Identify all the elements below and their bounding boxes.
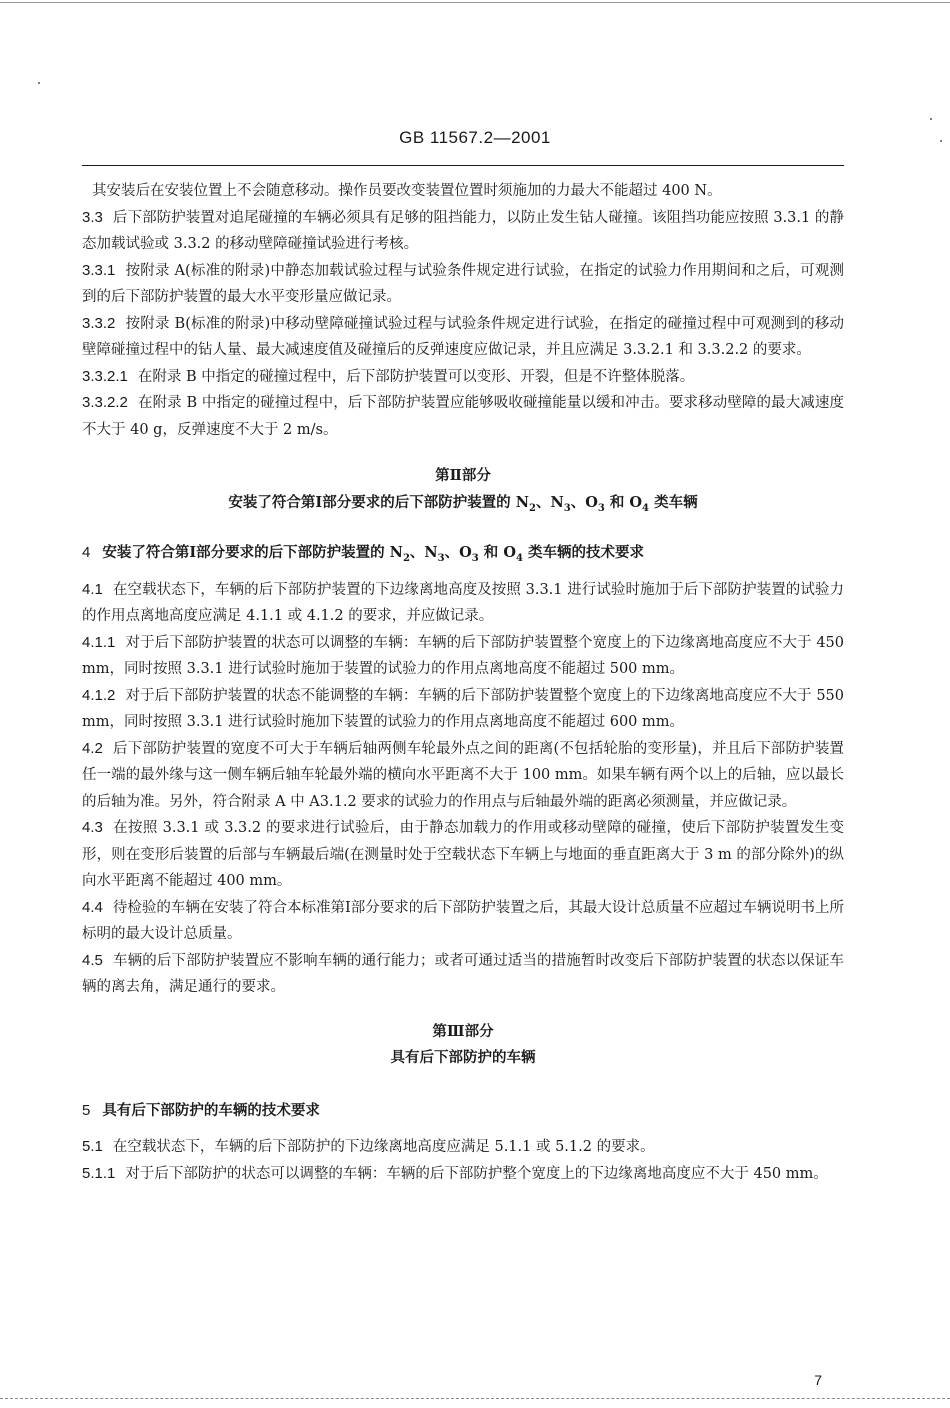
header-rule [82, 165, 844, 166]
scan-bottom-edge [0, 1398, 950, 1399]
document-header: GB 11567.2—2001 [399, 128, 551, 147]
clause-5-heading: 5 具有后下部防护的车辆的技术要求 [82, 1101, 320, 1119]
paragraph-4-4: 4.4 待检验的车辆在安装了符合本标准第Ⅰ部分要求的后下部防护装置之后，其最大设计总质量不应超过车辆说明书上所标明的最大设计总质量。 [82, 898, 844, 942]
part-2-label: 第Ⅱ部分 [435, 467, 491, 484]
scan-top-edge [0, 2, 950, 3]
paragraph-4-2: 4.2 后下部防护装置的宽度不可大于车辆后轴两侧车轮最外点之间的距离(不包括轮胎的变形量)，并且后下部防护装置任一端的最外缘与这一侧车辆后轴车轮最外端的横向水平距离不大于 100 mm。如果车辆有两个以上的后轴，应以最长的后轴为准。另外，符合附录 A 中 A3.1.2 要求的试验力的作用点与后轴最外端的距离必须测量，并应做记录。 [82, 739, 844, 810]
part-2-title: 安装了符合第Ⅰ部分要求的后下部防护装置的 $N_2$、$N_3$、$O_3$ 和 $O_4$ 类车辆 [228, 493, 698, 514]
scan-speck [930, 118, 932, 120]
scan-speck [38, 82, 40, 84]
paragraph-4-1-2: 4.1.2 对于后下部防护装置的状态不能调整的车辆：车辆的后下部防护装置整个宽度上的下边缘离地高度应不大于 550 mm，同时按照 3.3.1 进行试验时施加下装置的试验力的作用点离地高度不能超过 600 mm。 [82, 686, 844, 730]
paragraph-3-3-2-2: 3.3.2.2 在附录 B 中指定的碰撞过程中，后下部防护装置应能够吸收碰撞能量以缓和冲击。要求移动壁障的最大减速度不大于 40 g，反弹速度不大于 2 m/s。 [82, 394, 844, 438]
paragraph-3-3-2-1: 3.3.2.1 在附录 B 中指定的碰撞过程中，后下部防护装置可以变形、开裂，但是不许整体脱落。 [82, 367, 695, 385]
paragraph-4-5: 4.5 车辆的后下部防护装置应不影响车辆的通行能力；或者可通过适当的措施暂时改变后下部防护装置的状态以保证车辆的离去角，满足通行的要求。 [82, 951, 844, 995]
part-3-title: 具有后下部防护的车辆 [390, 1049, 536, 1066]
part-2-heading [82, 463, 844, 516]
part-3-heading [82, 1019, 844, 1072]
paragraph-3-3: 3.3 后下部防护装置对追尾碰撞的车辆必须具有足够的阻挡能力，以防止发生钻人碰撞。该阻挡功能应按照 3.3.1 的静态加载试验或 3.3.2 的移动壁障碰撞试验进行考核。 [82, 208, 844, 252]
page-number: 7 [814, 1372, 822, 1388]
paragraph-4-3: 4.3 在按照 3.3.1 或 3.3.2 的要求进行试验后，由于静态加载力的作用或移动壁障的碰撞，使后下部防护装置发生变形，则在变形后装置的后部与车辆最后端(在测量时处于空载状态下车辆上与地面的垂直距离大于 3 m 的部分除外)的纵向水平距离不能超过 400 mm。 [82, 819, 844, 889]
part-3-label: 第Ⅲ部分 [432, 1022, 494, 1040]
paragraph-5-1-1: 5.1.1 对于后下部防护的状态可以调整的车辆：车辆的后下部防护整个宽度上的下边缘离地高度应不大于 450 mm。 [82, 1164, 828, 1182]
paragraph-5-1: 5.1 在空载状态下，车辆的后下部防护的下边缘离地高度应满足 5.1.1 或 5.1.2 的要求。 [82, 1138, 655, 1155]
section-top [82, 178, 844, 443]
document-body [82, 178, 844, 1187]
paragraph-4-1-1: 4.1.1 对于后下部防护装置的状态可以调整的车辆：车辆的后下部防护装置整个宽度上的下边缘离地高度应不大于 450 mm，同时按照 3.3.1 进行试验时施加于装置的试验力的作用点离地高度不能超过 500 mm。 [82, 633, 844, 677]
clause-4-heading: 4 安装了符合第Ⅰ部分要求的后下部防护装置的 $N_2$、$N_3$、$O_3$ 和 $O_4$ 类车辆的技术要求 [82, 544, 645, 564]
paragraph-0: 其安装后在安装位置上不会随意移动。操作员要改变装置位置时须施加的力最大不能超过 400 N。 [92, 183, 722, 199]
section-bottom [82, 1134, 844, 1187]
paragraph-3-3-1: 3.3.1 按附录 A(标准的附录)中静态加载试验过程与试验条件规定进行试验，在指定的试验力作用期间和之后，可观测到的后下部防护装置的最大水平变形量应做记录。 [82, 261, 844, 305]
paragraph-3-3-2: 3.3.2 按附录 B(标准的附录)中移动壁障碰撞试验过程与试验条件规定进行试验，在指定的碰撞过程中可观测到的移动壁障碰撞过程中的钻人量、最大减速度值及碰撞后的反弹速度应做记录，并且应满足 3.3.2.1 和 3.3.2.2 的要求。 [82, 314, 844, 358]
paragraph-4-1: 4.1 在空载状态下，车辆的后下部防护装置的下边缘离地高度及按照 3.3.1 进行试验时施加于后下部防护装置的试验力的作用点离地高度应满足 4.1.1 或 4.1.2 的要求，并应做记录。 [82, 580, 844, 624]
section-mid [82, 577, 844, 1001]
